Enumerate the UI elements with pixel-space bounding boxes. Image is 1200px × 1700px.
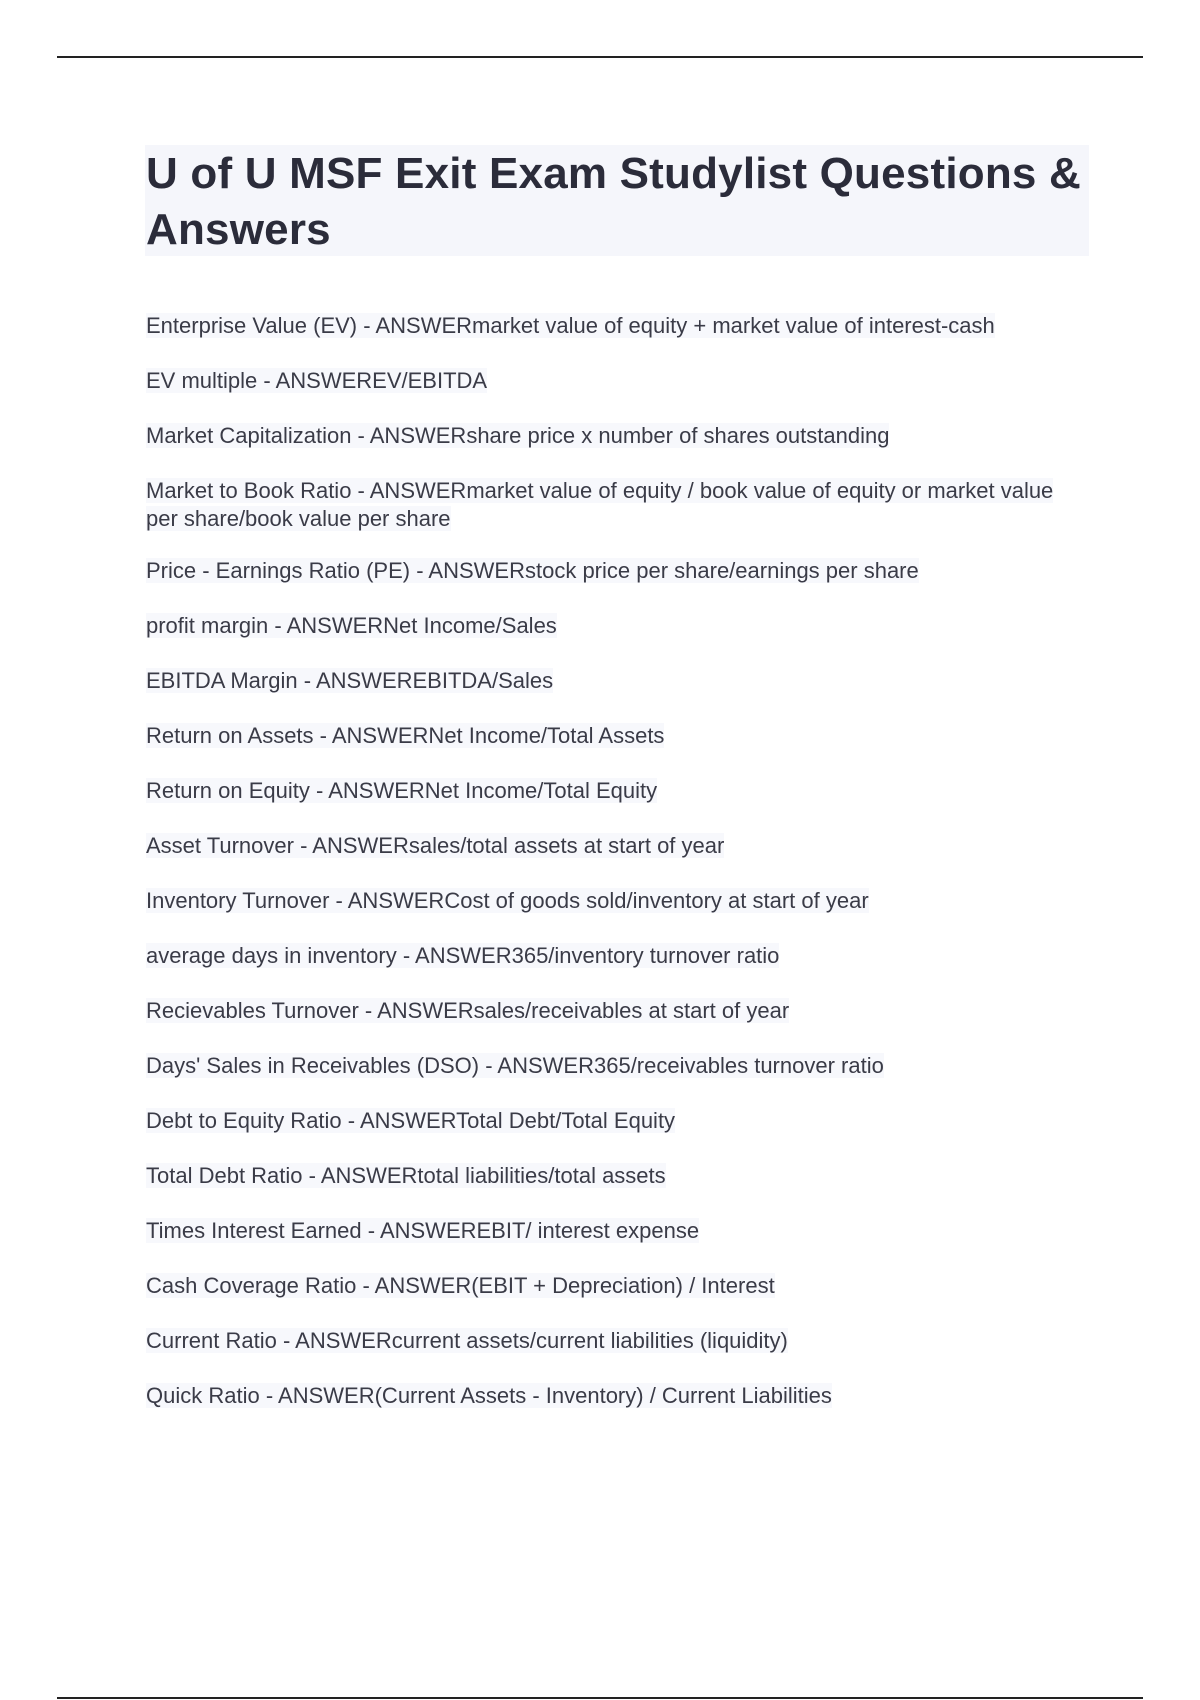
qa-item-dso: Days' Sales in Receivables (DSO) - ANSWER365/receivables turnover ratio: [146, 1053, 884, 1078]
qa-item-current-ratio: Current Ratio - ANSWERcurrent assets/current liabilities (liquidity): [146, 1328, 788, 1353]
qa-item-quick-ratio: Quick Ratio - ANSWER(Current Assets - Inventory) / Current Liabilities: [146, 1383, 832, 1408]
qa-item-pe-ratio: Price - Earnings Ratio (PE) - ANSWERstock price per share/earnings per share: [146, 558, 919, 583]
qa-item-return-on-assets: Return on Assets - ANSWERNet Income/Total Assets: [146, 723, 665, 748]
qa-item-profit-margin: profit margin - ANSWERNet Income/Sales: [146, 613, 557, 638]
qa-item-times-interest-earned: Times Interest Earned - ANSWEREBIT/ interest expense: [146, 1218, 700, 1243]
top-rule: [57, 56, 1143, 58]
qa-item-ev-multiple: EV multiple - ANSWEREV/EBITDA: [146, 368, 488, 393]
qa-item-receivables-turnover: Recievables Turnover - ANSWERsales/receivables at start of year: [146, 998, 790, 1023]
qa-item-market-to-book: Market to Book Ratio - ANSWERmarket value of equity / book value of equity or market value per share/book value per share: [146, 478, 1054, 531]
qa-item-total-debt-ratio: Total Debt Ratio - ANSWERtotal liabilities/total assets: [146, 1163, 666, 1188]
qa-item-inventory-turnover: Inventory Turnover - ANSWERCost of goods sold/inventory at start of year: [146, 888, 869, 913]
qa-item-ebitda-margin: EBITDA Margin - ANSWEREBITDA/Sales: [146, 668, 554, 693]
qa-item-asset-turnover: Asset Turnover - ANSWERsales/total assets at start of year: [146, 833, 725, 858]
qa-list: [146, 312, 1090, 1410]
qa-item-market-capitalization: Market Capitalization - ANSWERshare price x number of shares outstanding: [146, 423, 890, 448]
qa-item-return-on-equity: Return on Equity - ANSWERNet Income/Total Equity: [146, 778, 658, 803]
page-title: U of U MSF Exit Exam Studylist Questions & Answers: [146, 149, 1081, 254]
qa-item-days-in-inventory: average days in inventory - ANSWER365/inventory turnover ratio: [146, 943, 780, 968]
qa-item-cash-coverage: Cash Coverage Ratio - ANSWER(EBIT + Depreciation) / Interest: [146, 1273, 775, 1298]
qa-item-enterprise-value: Enterprise Value (EV) - ANSWERmarket value of equity + market value of interest-cash: [146, 313, 995, 338]
qa-item-debt-to-equity: Debt to Equity Ratio - ANSWERTotal Debt/Total Equity: [146, 1108, 676, 1133]
bottom-rule: [57, 1697, 1143, 1699]
